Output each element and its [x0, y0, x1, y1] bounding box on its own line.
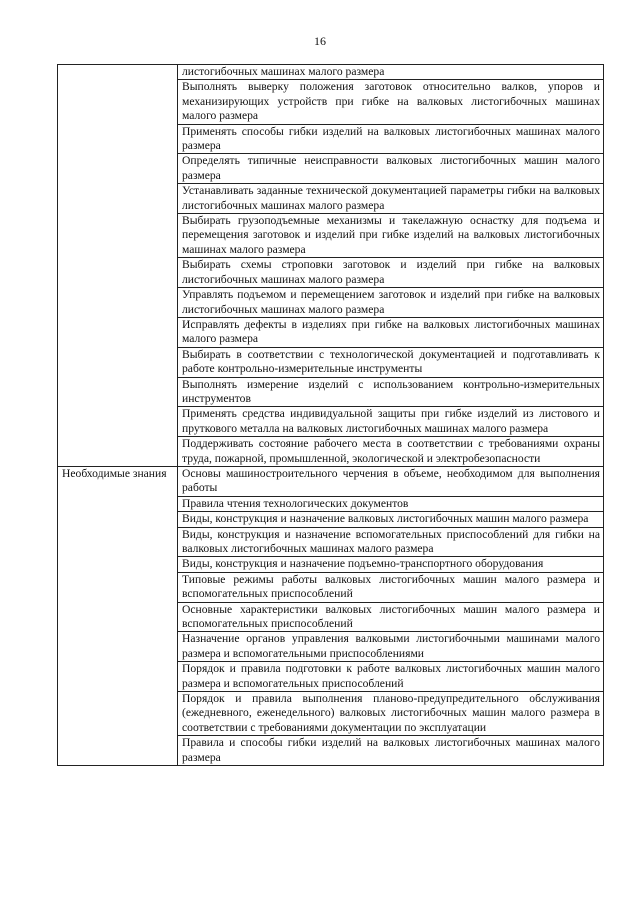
knowledge-item: Порядок и правила подготовки к работе валковых листогибочных машин малого размера и вспомогательных приспособлений	[178, 662, 604, 692]
skill-item: листогибочных машинах малого размера	[178, 65, 604, 80]
skill-item: Выполнять выверку положения заготовок относительно валков, упоров и механизирующих устройств при гибке на валковых листогибочных машинах малого размера	[178, 80, 604, 124]
knowledge-item: Порядок и правила выполнения планово-предупредительного обслуживания (ежедневного, еженедельного) валковых листогибочных машин малого размера в соответствии с требованиями документации по эксплуатации	[178, 692, 604, 736]
knowledge-item: Назначение органов управления валковыми листогибочными машинами малого размера и вспомогательными приспособлениями	[178, 632, 604, 662]
knowledge-item: Правила чтения технологических документов	[178, 496, 604, 511]
page-number: 16	[314, 34, 326, 48]
section-label: Необходимые знания	[62, 466, 167, 480]
skill-item: Применять средства индивидуальной защиты при гибке изделий из листового и пруткового металла на валковых листогибочных машинах малого размера	[178, 407, 604, 437]
skill-item: Управлять подъемом и перемещением заготовок и изделий при гибке на валковых листогибочных машинах малого размера	[178, 288, 604, 318]
table-row	[58, 65, 604, 80]
skill-item: Поддерживать состояние рабочего места в соответствии с требованиями охраны труда, пожарной, промышленной, экологической и электробезопасности	[178, 437, 604, 467]
skills-label-cell	[58, 65, 178, 467]
skill-item: Определять типичные неисправности валковых листогибочных машин малого размера	[178, 154, 604, 184]
knowledge-item: Основные характеристики валковых листогибочных машин малого размера и вспомогательных приспособлений	[178, 602, 604, 632]
knowledge-item: Типовые режимы работы валковых листогибочных машин малого размера и вспомогательных приспособлений	[178, 572, 604, 602]
skill-item: Выбирать грузоподъемные механизмы и такелажную оснастку для подъема и перемещения заготовок и изделий при гибке изделий на валковых листогибочных машинах малого размера	[178, 214, 604, 258]
knowledge-item: Виды, конструкция и назначение валковых листогибочных машин малого размера	[178, 512, 604, 527]
knowledge-item: Основы машиностроительного черчения в объеме, необходимом для выполнения работы	[178, 466, 604, 496]
skill-item: Применять способы гибки изделий на валковых листогибочных машинах малого размера	[178, 124, 604, 154]
skill-item: Исправлять дефекты в изделиях при гибке на валковых листогибочных машинах малого размера	[178, 317, 604, 347]
knowledge-item: Правила и способы гибки изделий на валковых листогибочных машинах малого размера	[178, 736, 604, 766]
skill-item: Выбирать в соответствии с технологической документацией и подготавливать к работе контрольно-измерительные инструменты	[178, 347, 604, 377]
skill-item: Устанавливать заданные технической документацией параметры гибки на валковых листогибочных машинах малого размера	[178, 184, 604, 214]
skill-item: Выбирать схемы строповки заготовок и изделий при гибке на валковых листогибочных машинах малого размера	[178, 258, 604, 288]
knowledge-item: Виды, конструкция и назначение подъемно-транспортного оборудования	[178, 557, 604, 572]
knowledge-label-cell	[58, 466, 178, 765]
skill-item: Выполнять измерение изделий с использованием контрольно-измерительных инструментов	[178, 377, 604, 407]
table-row	[58, 466, 604, 496]
knowledge-item: Виды, конструкция и назначение вспомогательных приспособлений для гибки на валковых листогибочных машинах малого размера	[178, 527, 604, 557]
requirements-table	[57, 64, 604, 766]
